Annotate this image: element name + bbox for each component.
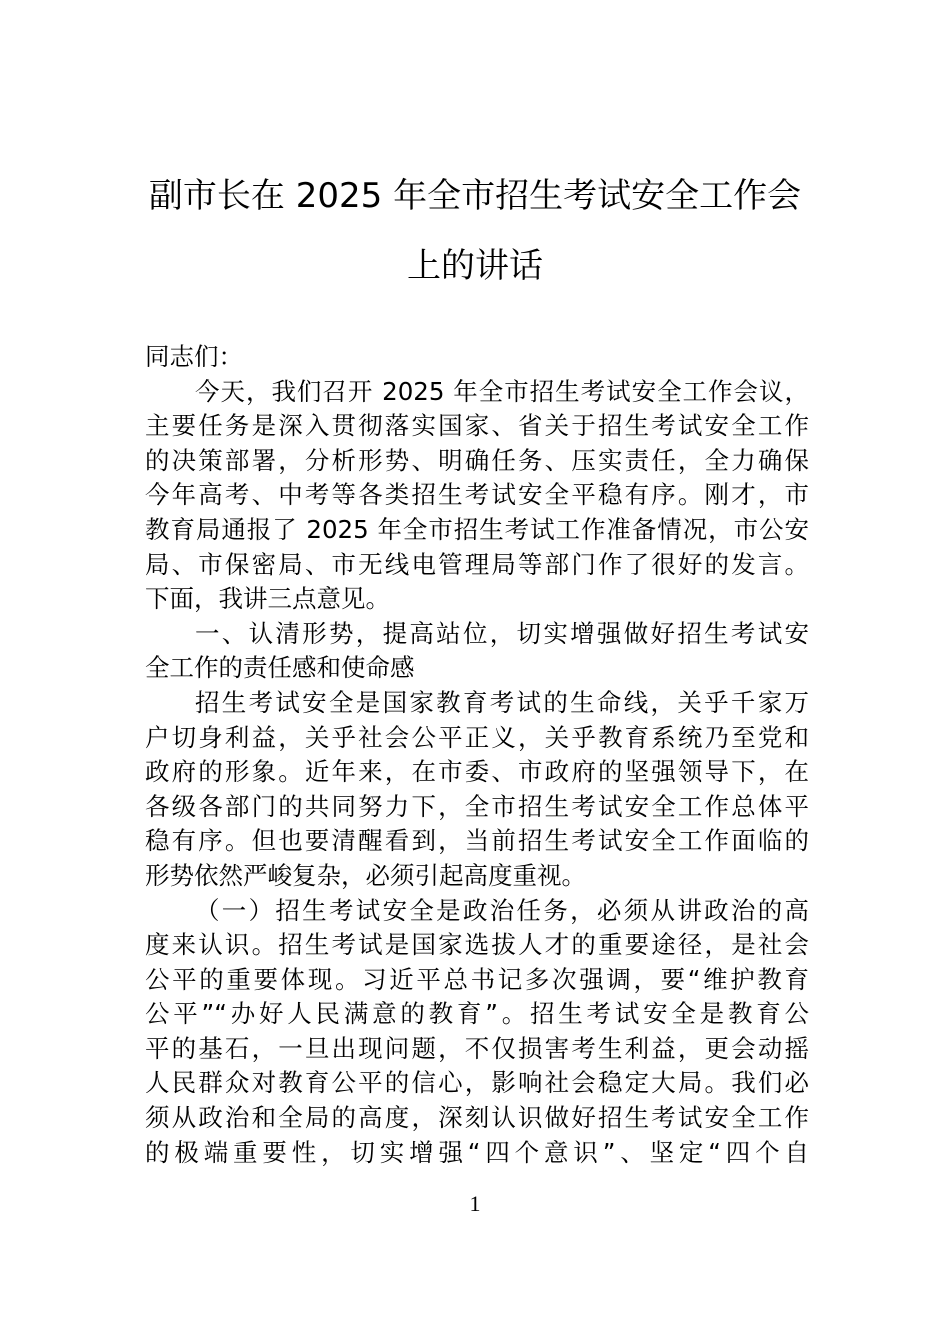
text-line: 主要任务是深入贯彻落实国家、省关于招生考试安全工作 [145, 411, 809, 441]
text-line: 全工作的责任感和使命感 [145, 653, 415, 683]
text-line: 须从政治和全局的高度，深刻认识做好招生考试安全工作 [145, 1103, 809, 1133]
paragraphs [145, 375, 809, 1171]
text-line: 教育局通报了 2025 年全市招生考试工作准备情况，市公安 [145, 514, 809, 544]
text-line: 政府的形象。近年来，在市委、市政府的坚强领导下，在 [145, 757, 809, 787]
text-line: 公平”“办好人民满意的教育”。招生考试安全是教育公 [145, 999, 809, 1029]
text-line: 稳有序。但也要清醒看到，当前招生考试安全工作面临的 [145, 826, 809, 856]
document-title-line-2: 上的讲话 [407, 246, 543, 286]
section-heading [145, 617, 809, 686]
text-line: 公平的重要体现。习近平总书记多次强调，要“维护教育 [145, 964, 809, 994]
text-line: 今年高考、中考等各类招生考试安全平稳有序。刚才，市 [145, 480, 809, 510]
text-line: 的决策部署，分析形势、明确任务、压实责任，全力确保 [145, 445, 809, 475]
text-line: 局、市保密局、市无线电管理局等部门作了很好的发言。 [145, 549, 809, 579]
text-line: 的极端重要性，切实增强“四个意识”、坚定“四个自 [145, 1137, 809, 1167]
text-line: 户切身利益，关乎社会公平正义，关乎教育系统乃至党和 [145, 722, 809, 752]
text-line: （一）招生考试安全是政治任务，必须从讲政治的高 [195, 895, 809, 925]
text-line: 形势依然严峻复杂，必须引起高度重视。 [145, 860, 586, 890]
text-line: 一、认清形势，提高站位，切实增强做好招生考试安 [195, 618, 809, 648]
salutation: 同志们： [145, 342, 243, 371]
paragraph [145, 375, 809, 617]
page-number: 1 [469, 1191, 481, 1216]
text-line: 度来认识。招生考试是国家选拔人才的重要途径，是社会 [145, 930, 809, 960]
text-line: 人民群众对教育公平的信心，影响社会稳定大局。我们必 [145, 1068, 809, 1098]
text-line: 下面，我讲三点意见。 [145, 584, 390, 614]
document-title-line-1: 副市长在 2025 年全市招生考试安全工作会 [148, 176, 802, 216]
paragraph [145, 686, 809, 894]
text-line: 今天，我们召开 2025 年全市招生考试安全工作会议， [195, 376, 809, 406]
document-body [145, 340, 809, 1170]
text-line: 平的基石，一旦出现问题，不仅损害考生利益，更会动摇 [145, 1033, 809, 1063]
text-line: 招生考试安全是国家教育考试的生命线，关乎千家万 [195, 687, 809, 717]
paragraph [145, 894, 809, 1171]
text-line: 各级各部门的共同努力下，全市招生考试安全工作总体平 [145, 791, 809, 821]
